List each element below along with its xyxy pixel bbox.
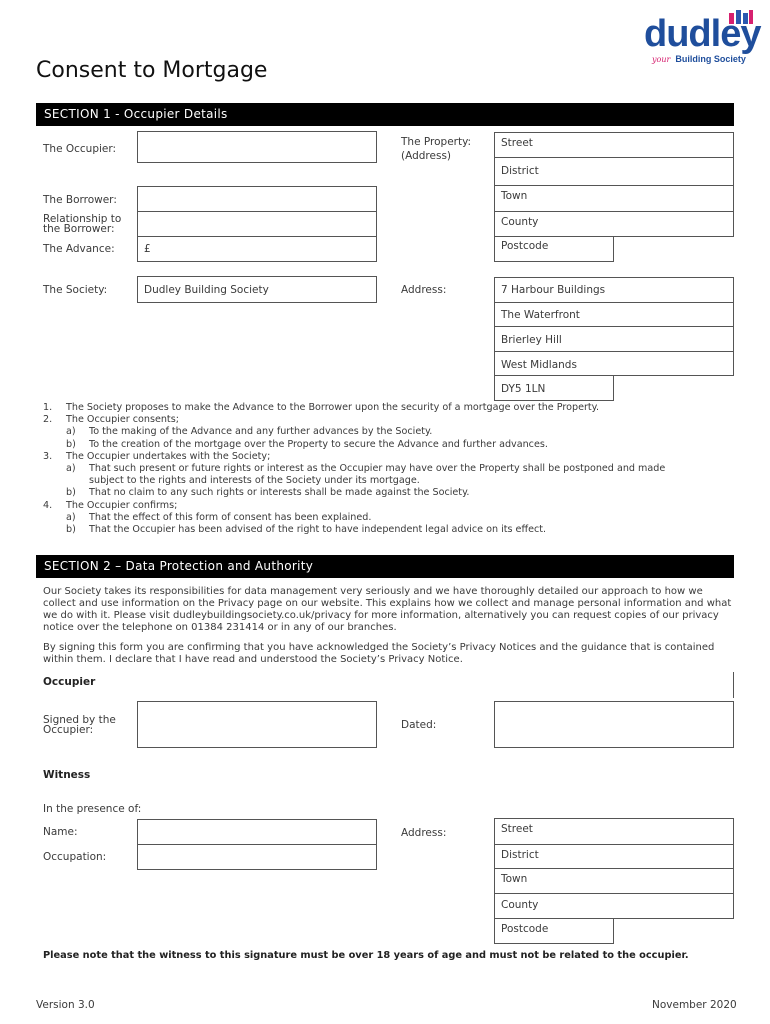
date-input[interactable] xyxy=(494,701,734,748)
data-protection-paragraph: Our Society takes its responsibilities for data management very seriously and we have thoroughly detailed our approach to how we collect and use information on the Privacy page on our website. This explains how we collect and manage personal information and what we do with it. Please visit dudleybuildingsociety.co.uk/privacy for more information, alternatively you can request copies of our privacy notice over the telephone on 01384 231414 or in any of our branches. xyxy=(43,586,732,633)
property-town-label: Town xyxy=(501,190,528,202)
page-title: Consent to Mortgage xyxy=(36,58,268,83)
witness-address-label: Address: xyxy=(401,827,447,839)
society-address-line2 xyxy=(494,302,734,327)
logo-tagline xyxy=(652,52,746,65)
witness-town-field[interactable] xyxy=(494,868,734,894)
witness-county-label: County xyxy=(501,899,539,911)
relationship-label-line2: the Borrower: xyxy=(43,223,115,235)
occupier-input[interactable] xyxy=(137,131,377,163)
property-county-label: County xyxy=(501,216,539,228)
logo-wordmark: dudley xyxy=(644,13,761,55)
society-input[interactable] xyxy=(137,276,377,303)
witness-town-label: Town xyxy=(501,873,528,885)
society-value: Dudley Building Society xyxy=(144,284,269,296)
witness-name-input[interactable] xyxy=(137,819,377,845)
divider-line xyxy=(733,672,734,698)
borrower-label: The Borrower: xyxy=(43,194,117,206)
witness-county-field[interactable] xyxy=(494,893,734,919)
footer-date: November 2020 xyxy=(652,999,737,1011)
property-town-field[interactable] xyxy=(494,185,734,212)
signature-input[interactable] xyxy=(137,701,377,748)
dudley-logo xyxy=(642,10,761,66)
witness-postcode-label: Postcode xyxy=(501,923,549,935)
property-street-label: Street xyxy=(501,137,533,149)
advance-currency: £ xyxy=(144,243,151,255)
list-item: a) To the making of the Advance and any further advances by the Society. xyxy=(66,426,433,438)
witness-postcode-field[interactable] xyxy=(494,918,614,944)
society-address-postcode-text: DY5 1LN xyxy=(501,383,546,395)
society-address-line2-text: The Waterfront xyxy=(501,309,580,321)
society-address-label: Address: xyxy=(401,284,447,296)
footer-version: Version 3.0 xyxy=(36,999,95,1011)
list-item: b) That no claim to any such rights or interests shall be made against the Society. xyxy=(66,487,470,499)
witness-street-label: Street xyxy=(501,823,533,835)
society-label: The Society: xyxy=(43,284,108,296)
list-item: 1. The Society proposes to make the Advance to the Borrower upon the security of a mortgage over the Property. xyxy=(43,402,600,413)
relationship-label-line1: Relationship to xyxy=(43,213,122,225)
list-item: b) That the Occupier has been advised of the right to have independent legal advice on its effect. xyxy=(66,523,547,535)
property-label-line1: The Property: xyxy=(401,136,472,148)
witness-heading: Witness xyxy=(43,769,91,781)
declaration-paragraph: By signing this form you are confirming that you have acknowledged the Society’s Privacy Notices and the guidance that is contained within them. I declare that I have read and understood the Society’s Privacy Notice. xyxy=(43,642,715,665)
logo-tagline-text: Building Society xyxy=(675,54,746,64)
dated-label: Dated: xyxy=(401,719,437,731)
society-address-postcode xyxy=(494,375,614,401)
borrower-input[interactable] xyxy=(137,186,377,212)
section1-header: SECTION 1 - Occupier Details xyxy=(36,103,734,126)
society-address-line1-text: 7 Harbour Buildings xyxy=(501,284,606,296)
property-postcode-label: Postcode xyxy=(501,240,549,252)
list-item: 2. The Occupier consents; xyxy=(43,414,179,426)
property-district-field[interactable] xyxy=(494,157,734,186)
witness-district-label: District xyxy=(501,849,539,861)
advance-input[interactable] xyxy=(137,236,377,262)
list-item: 4. The Occupier confirms; xyxy=(43,499,178,511)
society-address-line4 xyxy=(494,351,734,376)
society-address-line3 xyxy=(494,326,734,352)
list-item: a) That such present or future rights or interest as the Occupier may have over the Property shall be postponed and made xyxy=(66,462,666,474)
property-street-field[interactable] xyxy=(494,132,734,158)
witness-street-field[interactable] xyxy=(494,818,734,845)
signed-label-line2: Occupier: xyxy=(43,724,94,736)
relationship-input[interactable] xyxy=(137,211,377,237)
witness-occupation-input[interactable] xyxy=(137,844,377,870)
signed-label-line1: Signed by the xyxy=(43,714,116,726)
list-item: subject to the rights and interests of the Society under its mortgage. xyxy=(89,475,420,487)
occupier-label: The Occupier: xyxy=(43,143,117,155)
witness-note: Please note that the witness to this signature must be over 18 years of age and must not be related to the occupier. xyxy=(43,950,689,961)
list-item: b) To the creation of the mortgage over the Property to secure the Advance and further advances. xyxy=(66,438,548,450)
witness-occupation-label: Occupation: xyxy=(43,851,107,863)
property-district-label: District xyxy=(501,165,539,177)
property-label-line2: (Address) xyxy=(401,150,452,162)
section2-header: SECTION 2 – Data Protection and Authority xyxy=(36,555,734,578)
list-item: a) That the effect of this form of consent has been explained. xyxy=(66,511,372,523)
advance-label: The Advance: xyxy=(43,243,115,255)
society-address-line4-text: West Midlands xyxy=(501,359,577,371)
occupier-heading: Occupier xyxy=(43,676,96,688)
witness-name-label: Name: xyxy=(43,826,78,838)
logo-tagline-prefix: your xyxy=(652,55,671,64)
property-county-field[interactable] xyxy=(494,211,734,237)
witness-district-field[interactable] xyxy=(494,844,734,869)
society-address-line1 xyxy=(494,277,734,303)
society-address-line3-text: Brierley Hill xyxy=(501,334,562,346)
presence-label: In the presence of: xyxy=(43,803,142,815)
terms-list xyxy=(43,402,733,536)
list-item: 3. The Occupier undertakes with the Society; xyxy=(43,450,271,462)
property-postcode-field[interactable] xyxy=(494,236,614,262)
